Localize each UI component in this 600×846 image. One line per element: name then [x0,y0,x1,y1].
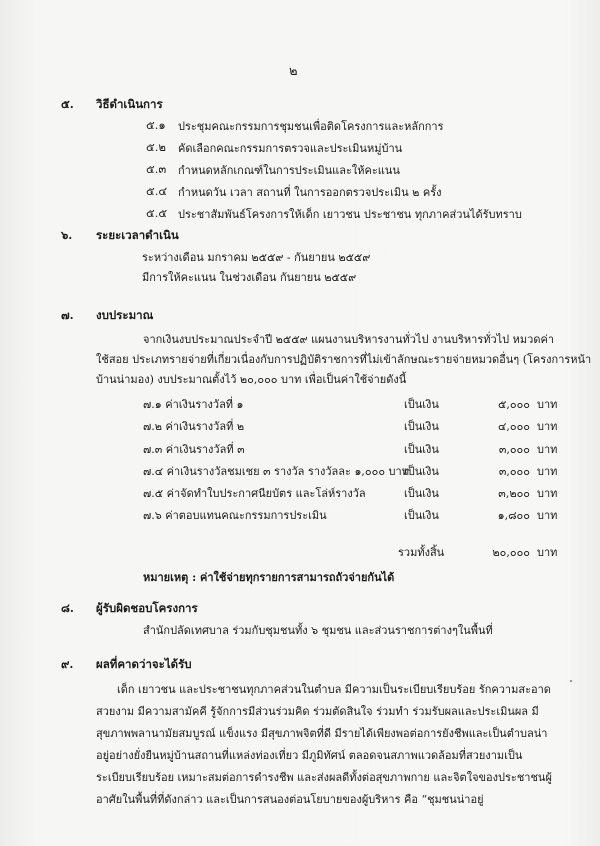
budget-total-unit: บาท [537,546,558,559]
budget-item-amount: ๓,๐๐๐ [498,443,530,456]
section5-item-number: ๕.๓ [146,162,167,176]
section6-number: ๖. [61,228,73,242]
budget-item-desc: ๗.๒ ค่าเงินรางวัลที่ ๒ [143,420,245,433]
section5-item-text: คัดเลือกคณะกรรมการตรวจและประเมินหมู่บ้าน [178,142,403,155]
section8-title: ผู้รับผิดชอบโครงการ [96,601,198,615]
section7-paragraph-line: ใช้สอย ประเภทรายจ่ายที่เกี่ยวเนื่องกับการปฏิบัติราชการที่ไม่เข้าลักษณะรายจ่ายหมวดอื่นๆ (โครงการหน้า [96,353,592,366]
budget-item-desc: ๗.๑ ค่าเงินรางวัลที่ ๑ [143,398,244,411]
budget-item-amount: ๕,๐๐๐ [498,398,530,411]
section7-paragraph-line: จากเงินงบประมาณประจำปี ๒๕๕๙ แผนงานบริหารงานทั่วไป งานบริหารทั่วไป หมวดค่า [143,333,555,346]
section9-line: สุขภาพพลานามัยสมบูรณ์ แข็งแรง มีสุขภาพจิตที่ดี มีรายได้เพียงพอต่อการยังชีพและเป็นตำบลน่า [96,727,548,740]
section9-line: อาศัยในพื้นที่ที่ดังกล่าว และเป็นการสนองต่อนโยบายของผู้บริหาร คือ “ชุมชนน่าอยู่ [96,793,484,806]
section7-number: ๗. [61,308,74,322]
section5-item-text: กำหนดหลักเกณฑ์ในการประเมินและให้คะแนน [178,164,400,177]
section6-title: ระยะเวลาดำเนิน [96,228,179,242]
section5-item-text: ประชุมคณะกรรมการชุมชนเพื่อติดโครงการและหลักการ [178,120,444,133]
budget-item-amount: ๑,๘๐๐ [497,509,530,522]
budget-item-desc: ๗.๖ ค่าตอบแทนคณะกรรมการประเมิน [143,509,327,522]
budget-item-desc: ๗.๓ ค่าเงินรางวัลที่ ๓ [143,443,245,456]
budget-item-label: เป็นเงิน [404,465,439,478]
budget-total-amount: ๒๐,๐๐๐ [492,546,530,559]
budget-item-label: เป็นเงิน [404,509,439,522]
section8-number: ๘. [61,601,74,615]
section9-line: อยู่อย่างยั่งยืนหมู่บ้านสถานที่แหล่งท่องเที่ยว มีภูมิทัศน์ ตลอดจนสภาพแวดล้อมที่สวยงามเป็น [96,749,523,762]
section9-line: สวยงาม มีความสามัคคี รู้จักการมีส่วนร่วมคิด ร่วมตัดสินใจ ร่วมทำ ร่วมรับผลและประเมินผล มี [96,705,539,718]
section9-title: ผลที่คาดว่าจะได้รับ [96,657,192,671]
section8-text: สำนักปลัดเทศบาล ร่วมกับชุมชนทั้ง ๖ ชุมชน และส่วนราชการต่างๆในพื้นที่ [143,624,493,637]
budget-item-unit: บาท [537,487,558,500]
budget-item-unit: บาท [537,443,558,456]
budget-item-unit: บาท [537,509,558,522]
budget-item-amount: ๓,๒๐๐ [498,487,530,500]
section6-scoring-line: มีการให้คะแนน ในช่วงเดือน กันยายน ๒๕๕๙ [142,271,357,284]
budget-note: หมายเหตุ : ค่าใช้จ่ายทุกรายการสามารถถัวจ่ายกันได้ [143,571,395,584]
section6-period-line: ระหว่างเดือน มกราคม ๒๕๕๙ - กันยายน ๒๕๕๙ [142,251,371,264]
scan-speck [570,680,572,682]
section7-paragraph-line: บ้านน่ามอง) งบประมาณตั้งไว้ ๒๐,๐๐๐ บาท เพื่อเป็นค่าใช้จ่ายดังนี้ [96,373,407,386]
section5-title: วิธีดำเนินการ [96,97,163,111]
budget-item-amount: ๔,๐๐๐ [498,420,530,433]
budget-item-amount: ๓,๐๐๐ [498,465,530,478]
section9-number: ๙. [61,657,74,671]
section5-number: ๕. [61,97,74,111]
budget-item-label: เป็นเงิน [404,487,439,500]
section5-item-number: ๕.๕ [146,206,168,220]
section9-line: เด็ก เยาวชน และประชาชนทุกภาคส่วนในตำบล มีความเป็นระเบียบเรียบร้อย รักความสะอาด [117,683,551,696]
section5-item-text: ประชาสัมพันธ์โครงการให้เด็ก เยาวชน ประชาชน ทุกภาคส่วนได้รับทราบ [178,208,522,221]
budget-total-label: รวมทั้งสิ้น [398,546,445,559]
budget-item-label: เป็นเงิน [404,443,439,456]
budget-item-label: เป็นเงิน [404,420,439,433]
page-number: ๒ [289,64,298,79]
section5-item-number: ๕.๒ [146,140,166,154]
section5-item-number: ๕.๔ [146,184,168,198]
budget-item-desc: ๗.๔ ค่าเงินรางวัลชมเชย ๓ รางวัล รางวัลละ ๑,๐๐๐ บาท [143,465,409,478]
section5-item-text: กำหนดวัน เวลา สถานที่ ในการออกตรวจประเมิน ๒ ครั้ง [178,186,442,199]
section5-item-number: ๕.๑ [146,118,166,132]
budget-item-unit: บาท [537,465,558,478]
budget-item-unit: บาท [537,398,558,411]
budget-item-label: เป็นเงิน [404,398,439,411]
section7-title: งบประมาณ [96,308,154,322]
budget-item-desc: ๗.๕ ค่าจัดทำใบประกาศนียบัตร และโล่ห์รางวัล [143,487,366,500]
section9-line: ระเบียบเรียบร้อย เหมาะสมต่อการดำรงชีพ และส่งผลดีทั้งต่อสุขภาพกาย และจิตใจของประชาชนผู้ [96,771,552,784]
budget-item-unit: บาท [537,420,558,433]
